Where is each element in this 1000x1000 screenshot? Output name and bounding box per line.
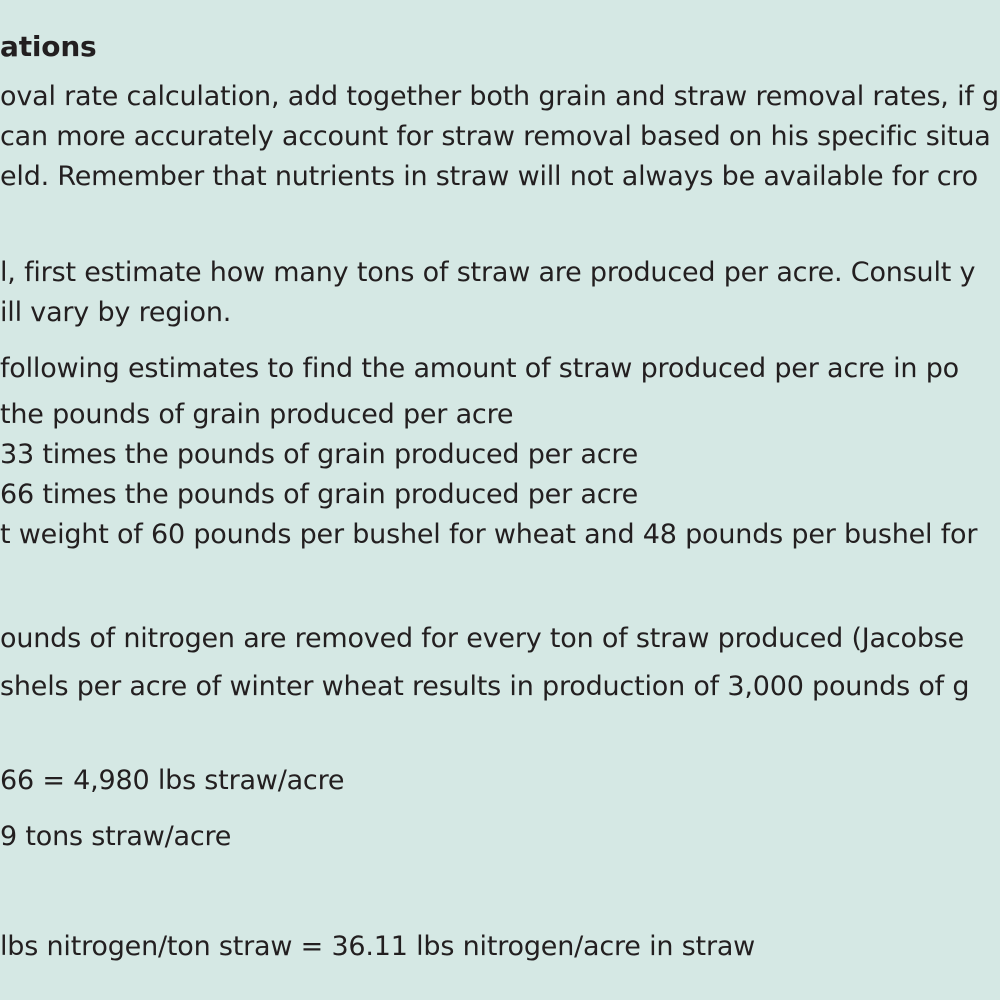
paragraph-2-line-1: l, first estimate how many tons of straw are produced per acre. Consult y (0, 257, 976, 288)
paragraph-1-line-1: oval rate calculation, add together both grain and straw removal rates, if g (0, 81, 1000, 112)
calculation-line-3: lbs nitrogen/ton straw = 36.11 lbs nitrogen/acre in straw (0, 931, 756, 962)
estimate-line-1: the pounds of grain produced per acre (0, 399, 514, 430)
paragraph-4-line-2: shels per acre of winter wheat results in production of 3,000 pounds of g (0, 671, 970, 702)
paragraph-1-line-2: can more accurately account for straw removal based on his specific situa (0, 121, 991, 152)
paragraph-3-line-1: following estimates to find the amount of straw produced per acre in po (0, 353, 959, 384)
calculation-line-2: 9 tons straw/acre (0, 821, 232, 852)
calculation-line-1: 66 = 4,980 lbs straw/acre (0, 765, 345, 796)
estimate-line-4: t weight of 60 pounds per bushel for wheat and 48 pounds per bushel for (0, 519, 978, 550)
paragraph-4-line-1: ounds of nitrogen are removed for every ton of straw produced (Jacobse (0, 623, 965, 654)
section-heading: ations (0, 30, 97, 63)
paragraph-1-line-3: eld. Remember that nutrients in straw will not always be available for cro (0, 161, 979, 192)
estimate-line-3: 66 times the pounds of grain produced per acre (0, 479, 639, 510)
estimate-line-2: 33 times the pounds of grain produced per acre (0, 439, 639, 470)
paragraph-2-line-2: ill vary by region. (0, 297, 232, 328)
